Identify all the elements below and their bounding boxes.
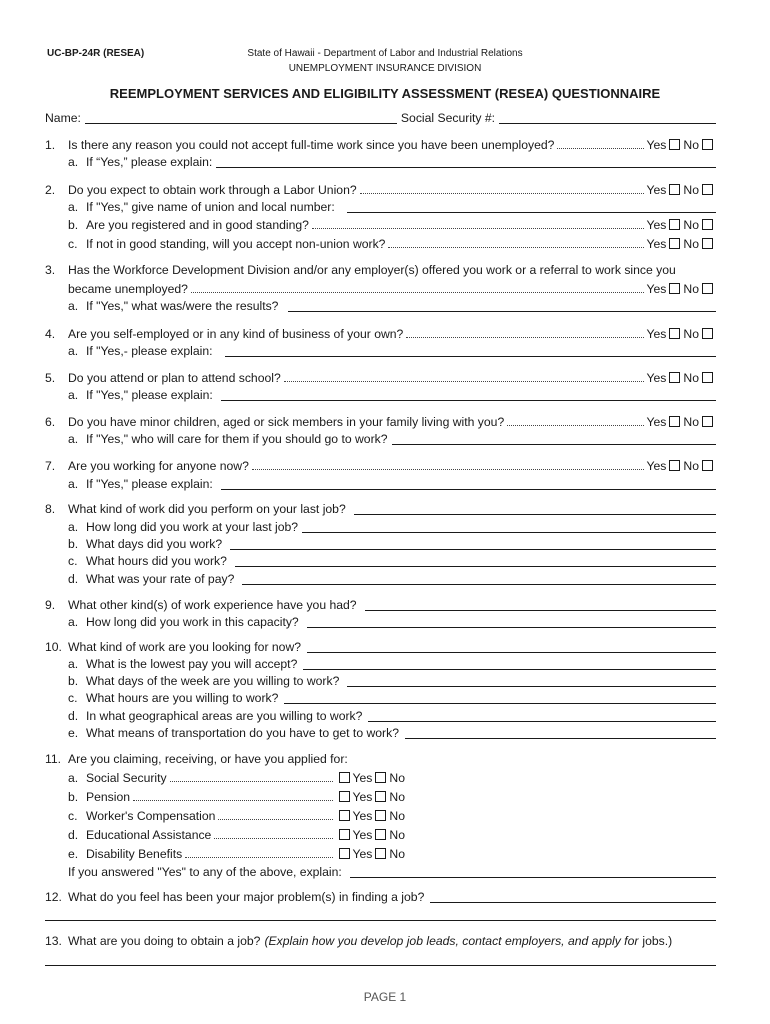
question-text: became unemployed? xyxy=(68,282,188,296)
question-3-cont xyxy=(45,281,716,297)
yes-label: Yes xyxy=(646,218,667,232)
question-12-line2 xyxy=(45,907,716,923)
question-9a xyxy=(45,614,716,630)
question-text: What kind of work are you looking for now? xyxy=(68,640,302,654)
agency-name: State of Hawaii - Department of Labor and Industrial Relations xyxy=(247,48,523,59)
sub-question-text: If "Yes," who will care for them if you should go to work? xyxy=(86,432,388,446)
sub-question-text: If "Yes," give name of union and local number: xyxy=(86,200,335,214)
yes-checkbox[interactable] xyxy=(669,460,680,471)
question-11-explain xyxy=(45,864,716,880)
yes-no-options xyxy=(336,809,405,824)
leader-dots xyxy=(312,228,644,229)
sub-letter: b. xyxy=(68,674,79,688)
sub-letter: d. xyxy=(68,572,79,586)
yes-label: Yes xyxy=(352,809,373,823)
sub-letter: b. xyxy=(68,790,79,804)
question-2 xyxy=(45,182,716,198)
sub-letter: a. xyxy=(68,520,79,534)
no-checkbox[interactable] xyxy=(375,848,386,859)
yes-checkbox[interactable] xyxy=(669,416,680,427)
question-4a xyxy=(45,343,716,359)
answer-line[interactable] xyxy=(354,513,716,515)
yes-label: Yes xyxy=(646,415,667,429)
question-number: 11. xyxy=(45,752,62,766)
leader-dots xyxy=(214,838,332,839)
sub-letter: a. xyxy=(68,388,79,402)
no-checkbox[interactable] xyxy=(375,810,386,821)
sub-letter: a. xyxy=(68,477,79,491)
question-7 xyxy=(45,458,716,474)
sub-question-text: How long did you work in this capacity? xyxy=(86,615,299,629)
sub-letter: a. xyxy=(68,432,79,446)
leader-dots xyxy=(133,800,332,801)
question-number: 10. xyxy=(45,640,62,654)
sub-question-text: If “Yes,” please explain: xyxy=(86,155,213,169)
yes-label: Yes xyxy=(352,828,373,842)
question-number: 4. xyxy=(45,327,56,341)
question-5a xyxy=(45,387,716,403)
question-text: What do you feel has been your major problem(s) in finding a job? xyxy=(68,890,425,904)
question-text: Do you expect to obtain work through a Labor Union? xyxy=(68,183,357,197)
question-3a xyxy=(45,298,716,314)
answer-line[interactable] xyxy=(405,737,716,739)
sub-letter: c. xyxy=(68,691,78,705)
answer-line[interactable] xyxy=(350,876,716,878)
name-ssn-row xyxy=(45,110,716,126)
no-label: No xyxy=(683,371,699,385)
ssn-field[interactable] xyxy=(499,122,716,124)
sub-letter: a. xyxy=(68,299,79,313)
question-text: Are you working for anyone now? xyxy=(68,459,249,473)
question-8a xyxy=(45,519,716,535)
question-10 xyxy=(45,639,716,655)
yes-checkbox[interactable] xyxy=(669,328,680,339)
question-text: Are you self-employed or in any kind of business of your own? xyxy=(68,327,404,341)
sub-letter: a. xyxy=(68,771,79,785)
yes-no-options xyxy=(647,282,716,297)
no-checkbox[interactable] xyxy=(702,219,713,230)
leader-dots xyxy=(406,337,643,338)
question-number: 12. xyxy=(45,890,62,904)
question-8c xyxy=(45,553,716,569)
yes-checkbox[interactable] xyxy=(669,139,680,150)
answer-line[interactable] xyxy=(230,548,716,550)
question-text: Do you have minor children, aged or sick members in your family living with you? xyxy=(68,415,505,429)
answer-line[interactable] xyxy=(368,720,716,722)
sub-letter: e. xyxy=(68,726,79,740)
sub-question-text: If "Yes," please explain: xyxy=(86,388,213,402)
yes-label: Yes xyxy=(646,138,667,152)
question-text: Do you attend or plan to attend school? xyxy=(68,371,281,385)
no-label: No xyxy=(389,847,405,861)
answer-line[interactable] xyxy=(216,166,716,168)
question-9 xyxy=(45,597,716,613)
question-number: 6. xyxy=(45,415,56,429)
question-5 xyxy=(45,370,716,386)
question-number: 5. xyxy=(45,371,56,385)
question-13-line xyxy=(45,952,716,968)
sub-letter: b. xyxy=(68,218,79,232)
yes-label: Yes xyxy=(352,790,373,804)
no-label: No xyxy=(389,809,405,823)
answer-line[interactable] xyxy=(303,668,716,670)
no-label: No xyxy=(683,183,699,197)
yes-no-options xyxy=(647,237,716,252)
question-number: 2. xyxy=(45,183,56,197)
question-number: 1. xyxy=(45,138,56,152)
yes-checkbox[interactable] xyxy=(669,372,680,383)
question-2a xyxy=(45,199,716,215)
sub-question-text: What days did you work? xyxy=(86,537,223,551)
yes-no-options xyxy=(647,459,716,474)
yes-checkbox[interactable] xyxy=(339,829,350,840)
question-11a xyxy=(45,770,405,786)
question-text-tail: jobs.) xyxy=(642,934,673,948)
question-10c xyxy=(45,690,716,706)
answer-line[interactable] xyxy=(302,531,716,533)
question-11d xyxy=(45,827,405,843)
no-label: No xyxy=(389,790,405,804)
yes-checkbox[interactable] xyxy=(339,791,350,802)
no-checkbox[interactable] xyxy=(375,791,386,802)
sub-question-text: If "Yes,- please explain: xyxy=(86,344,213,358)
leader-dots xyxy=(170,781,333,782)
yes-no-options xyxy=(647,183,716,198)
yes-checkbox[interactable] xyxy=(339,772,350,783)
question-10b xyxy=(45,673,716,689)
question-instruction: (Explain how you develop job leads, contact employers, and apply for xyxy=(264,934,639,948)
no-checkbox[interactable] xyxy=(702,328,713,339)
yes-label: Yes xyxy=(646,237,667,251)
leader-dots xyxy=(284,381,644,382)
question-number: 8. xyxy=(45,502,56,516)
answer-line[interactable] xyxy=(242,583,716,585)
no-label: No xyxy=(683,138,699,152)
yes-no-options xyxy=(647,371,716,386)
question-11b xyxy=(45,789,405,805)
no-checkbox[interactable] xyxy=(702,416,713,427)
ssn-label: Social Security #: xyxy=(400,111,496,125)
sub-letter: c. xyxy=(68,237,78,251)
question-8b xyxy=(45,536,716,552)
sub-letter: d. xyxy=(68,709,79,723)
no-label: No xyxy=(389,771,405,785)
answer-line[interactable] xyxy=(45,964,716,966)
question-text: Has the Workforce Development Division and/or any employer(s) offered you work or a referral to work since you xyxy=(68,263,676,277)
sub-question-text: If not in good standing, will you accept non-union work? xyxy=(86,237,386,251)
answer-line[interactable] xyxy=(347,685,716,687)
sub-question-text: What days of the week are you willing to work? xyxy=(86,674,340,688)
sub-question-text: What hours are you willing to work? xyxy=(86,691,279,705)
leader-dots xyxy=(388,247,643,248)
yes-checkbox[interactable] xyxy=(669,219,680,230)
sub-question-text: If "Yes," please explain: xyxy=(86,477,213,491)
form-id: UC-BP-24R (RESEA) xyxy=(47,48,145,59)
question-text: What are you doing to obtain a job? xyxy=(68,934,261,948)
question-6a xyxy=(45,431,716,447)
yes-label: Yes xyxy=(352,847,373,861)
sub-question-text: In what geographical areas are you willing to work? xyxy=(86,709,363,723)
sub-letter: a. xyxy=(68,615,79,629)
sub-question-text: Pension xyxy=(86,790,131,804)
no-checkbox[interactable] xyxy=(702,283,713,294)
question-10d xyxy=(45,708,716,724)
sub-question-text: What is the lowest pay you will accept? xyxy=(86,657,298,671)
answer-line[interactable] xyxy=(307,626,716,628)
sub-question-text: Disability Benefits xyxy=(86,847,183,861)
no-checkbox[interactable] xyxy=(375,829,386,840)
question-10e xyxy=(45,725,716,741)
sub-letter: e. xyxy=(68,847,79,861)
leader-dots xyxy=(252,469,644,470)
answer-line[interactable] xyxy=(235,565,716,567)
no-label: No xyxy=(683,327,699,341)
answer-line[interactable] xyxy=(221,399,716,401)
answer-line[interactable] xyxy=(288,310,716,312)
question-6 xyxy=(45,414,716,430)
answer-line[interactable] xyxy=(392,443,716,445)
yes-label: Yes xyxy=(646,327,667,341)
yes-no-options xyxy=(336,790,405,805)
answer-line[interactable] xyxy=(221,488,716,490)
no-label: No xyxy=(683,459,699,473)
no-label: No xyxy=(683,218,699,232)
answer-line[interactable] xyxy=(430,901,716,903)
sub-letter: d. xyxy=(68,828,79,842)
question-text: Is there any reason you could not accept full-time work since you have been unemployed? xyxy=(68,138,555,152)
question-2b xyxy=(45,217,716,233)
yes-no-options xyxy=(336,828,405,843)
question-number: 7. xyxy=(45,459,56,473)
question-8d xyxy=(45,571,716,587)
no-label: No xyxy=(683,237,699,251)
division-name: UNEMPLOYMENT INSURANCE DIVISION xyxy=(288,63,482,74)
sub-letter: a. xyxy=(68,344,79,358)
sub-question-text: What means of transportation do you have to get to work? xyxy=(86,726,399,740)
sub-letter: c. xyxy=(68,809,78,823)
sub-letter: a. xyxy=(68,155,79,169)
question-text: Are you claiming, receiving, or have you applied for: xyxy=(68,752,348,766)
yes-label: Yes xyxy=(352,771,373,785)
question-10a xyxy=(45,656,716,672)
question-text: What kind of work did you perform on your last job? xyxy=(68,502,346,516)
yes-no-options xyxy=(647,218,716,233)
sub-question-text: Are you registered and in good standing? xyxy=(86,218,309,232)
no-checkbox[interactable] xyxy=(702,238,713,249)
yes-checkbox[interactable] xyxy=(339,810,350,821)
sub-letter: a. xyxy=(68,200,79,214)
yes-label: Yes xyxy=(646,183,667,197)
form-title: REEMPLOYMENT SERVICES AND ELIGIBILITY ASSESSMENT (RESEA) QUESTIONNAIRE xyxy=(109,86,661,101)
no-label: No xyxy=(683,282,699,296)
sub-question-text: Social Security xyxy=(86,771,167,785)
question-13 xyxy=(45,933,716,949)
yes-label: Yes xyxy=(646,282,667,296)
answer-line[interactable] xyxy=(347,211,716,213)
page-number: PAGE 1 xyxy=(363,990,407,1004)
question-number: 13. xyxy=(45,934,62,948)
sub-question-text: Worker's Compensation xyxy=(86,809,216,823)
question-text: What other kind(s) of work experience have you had? xyxy=(68,598,357,612)
sub-letter: c. xyxy=(68,554,78,568)
question-2c xyxy=(45,236,716,252)
no-label: No xyxy=(683,415,699,429)
leader-dots xyxy=(185,857,332,858)
yes-no-options xyxy=(647,415,716,430)
leader-dots xyxy=(218,819,332,820)
leader-dots xyxy=(557,148,643,149)
question-3 xyxy=(45,262,716,278)
no-checkbox[interactable] xyxy=(702,184,713,195)
answer-line[interactable] xyxy=(284,702,716,704)
question-11 xyxy=(45,751,716,767)
no-checkbox[interactable] xyxy=(702,460,713,471)
answer-line[interactable] xyxy=(45,919,716,921)
yes-checkbox[interactable] xyxy=(669,238,680,249)
yes-no-options xyxy=(336,847,405,862)
name-field[interactable] xyxy=(85,122,397,124)
question-12 xyxy=(45,889,716,905)
leader-dots xyxy=(191,292,644,293)
sub-question-text: What hours did you work? xyxy=(86,554,227,568)
no-label: No xyxy=(389,828,405,842)
yes-label: Yes xyxy=(646,459,667,473)
question-11c xyxy=(45,808,405,824)
sub-question-text: Educational Assistance xyxy=(86,828,212,842)
sub-question-text: If you answered "Yes" to any of the above, explain: xyxy=(68,865,342,879)
yes-checkbox[interactable] xyxy=(669,184,680,195)
sub-letter: a. xyxy=(68,657,79,671)
leader-dots xyxy=(360,193,644,194)
sub-question-text: If "Yes," what was/were the results? xyxy=(86,299,279,313)
answer-line[interactable] xyxy=(307,651,716,653)
question-11e xyxy=(45,846,405,862)
sub-question-text: How long did you work at your last job? xyxy=(86,520,299,534)
yes-no-options xyxy=(647,327,716,342)
question-number: 9. xyxy=(45,598,56,612)
leader-dots xyxy=(507,425,643,426)
yes-checkbox[interactable] xyxy=(669,283,680,294)
question-7a xyxy=(45,476,716,492)
sub-question-text: What was your rate of pay? xyxy=(86,572,235,586)
yes-checkbox[interactable] xyxy=(339,848,350,859)
yes-no-options xyxy=(336,771,405,786)
sub-letter: b. xyxy=(68,537,79,551)
question-8 xyxy=(45,501,716,517)
question-4 xyxy=(45,326,716,342)
no-checkbox[interactable] xyxy=(702,139,713,150)
question-1a xyxy=(45,154,716,170)
yes-label: Yes xyxy=(646,371,667,385)
question-number: 3. xyxy=(45,263,56,277)
answer-line[interactable] xyxy=(365,609,716,611)
yes-no-options xyxy=(647,138,716,153)
no-checkbox[interactable] xyxy=(702,372,713,383)
question-1 xyxy=(45,137,716,153)
no-checkbox[interactable] xyxy=(375,772,386,783)
name-label: Name: xyxy=(45,111,81,125)
answer-line[interactable] xyxy=(225,355,716,357)
